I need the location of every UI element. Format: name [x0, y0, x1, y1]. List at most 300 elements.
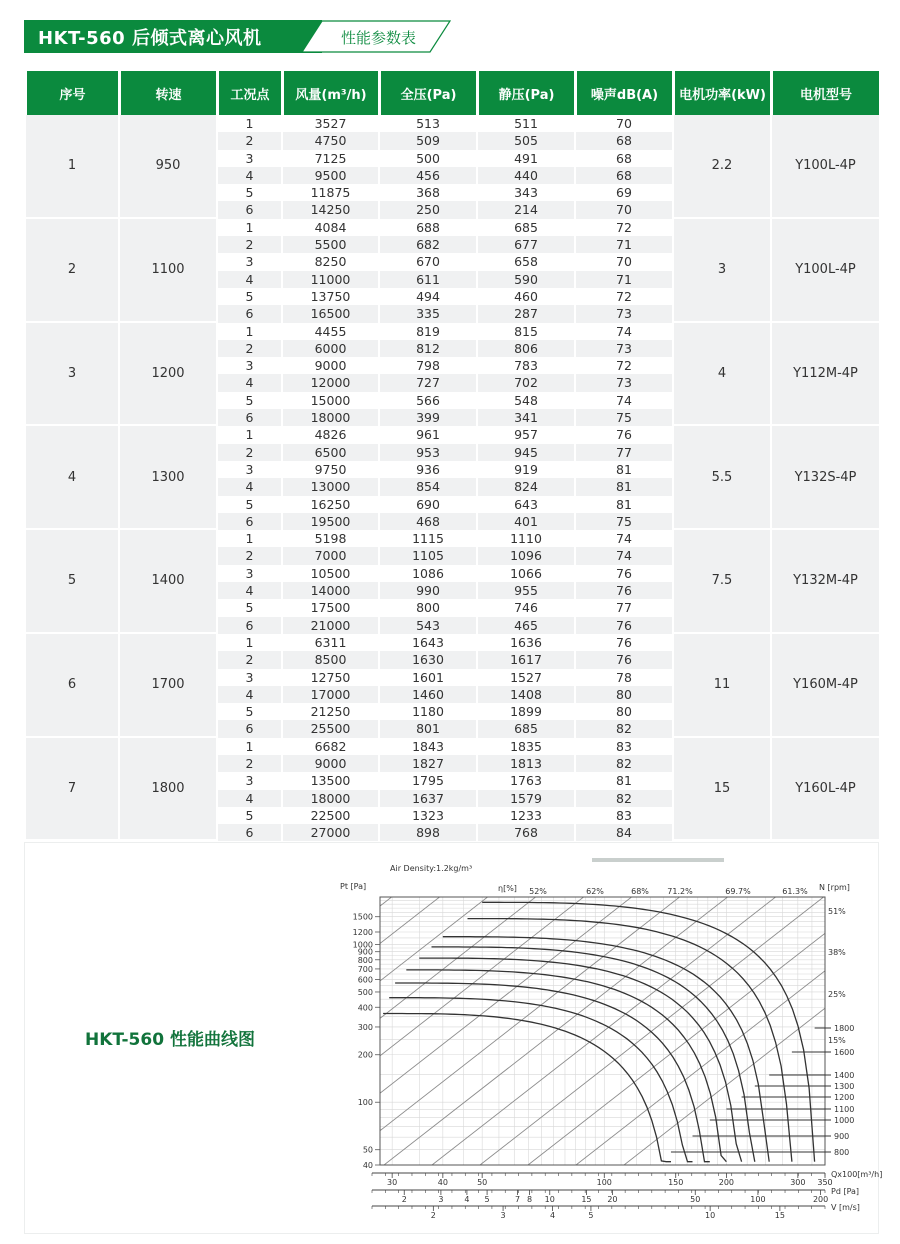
noise: 72 — [576, 357, 672, 374]
x-tick-label: 50 — [690, 1195, 701, 1204]
static-pressure: 548 — [478, 392, 574, 409]
static-pressure: 1110 — [478, 530, 574, 547]
x-tick-label: 15 — [774, 1211, 785, 1220]
x-tick-label: 150 — [668, 1178, 684, 1187]
speed-curve-1300 — [432, 947, 755, 1162]
operating-point: 2 — [218, 547, 281, 564]
noise: 72 — [576, 288, 672, 305]
x-tick-label: 300 — [790, 1178, 806, 1187]
airflow: 4750 — [283, 132, 378, 149]
total-pressure: 335 — [380, 305, 476, 322]
noise: 70 — [576, 115, 672, 132]
speed-curve-1800 — [482, 902, 814, 1161]
static-pressure: 815 — [478, 323, 574, 340]
airflow: 6500 — [283, 444, 378, 461]
noise: 76 — [576, 651, 672, 668]
y-tick-label: 1200 — [352, 927, 373, 937]
total-pressure: 1643 — [380, 634, 476, 651]
y-tick-label: 1500 — [352, 912, 373, 922]
x-tick-label: 40 — [437, 1178, 448, 1187]
static-pressure: 1096 — [478, 547, 574, 564]
static-pressure: 746 — [478, 599, 574, 616]
x-tick-label: 15 — [581, 1195, 592, 1204]
static-pressure: 806 — [478, 340, 574, 357]
table-row — [26, 530, 879, 547]
operating-point: 6 — [218, 720, 281, 737]
airflow: 14250 — [283, 201, 378, 218]
x-tick-label: 30 — [387, 1178, 398, 1187]
group-speed: 1400 — [120, 530, 216, 634]
table-row — [26, 323, 879, 340]
x-axis-label: Qx100[m³/h] — [831, 1170, 883, 1179]
operating-point: 2 — [218, 236, 281, 253]
operating-point: 1 — [218, 219, 281, 236]
airflow: 6311 — [283, 634, 378, 651]
total-pressure: 500 — [380, 150, 476, 167]
noise: 82 — [576, 755, 672, 772]
operating-point: 2 — [218, 340, 281, 357]
noise: 72 — [576, 219, 672, 236]
total-pressure: 1460 — [380, 686, 476, 703]
total-pressure: 690 — [380, 496, 476, 513]
noise: 76 — [576, 582, 672, 599]
speed-label: 1600 — [834, 1048, 855, 1057]
airflow: 8500 — [283, 651, 378, 668]
speed-label: 1300 — [834, 1082, 855, 1091]
total-pressure: 1086 — [380, 565, 476, 582]
airflow: 6000 — [283, 340, 378, 357]
noise: 82 — [576, 790, 672, 807]
group-speed: 1800 — [120, 738, 216, 842]
static-pressure: 658 — [478, 253, 574, 270]
column-header: 噪声dB(A) — [576, 71, 672, 115]
airflow: 4084 — [283, 219, 378, 236]
total-pressure: 682 — [380, 236, 476, 253]
total-pressure: 688 — [380, 219, 476, 236]
x-axis-label: Pd [Pa] — [831, 1187, 860, 1196]
noise: 81 — [576, 772, 672, 789]
total-pressure: 1115 — [380, 530, 476, 547]
static-pressure: 465 — [478, 617, 574, 634]
static-pressure: 1835 — [478, 738, 574, 755]
column-header: 电机型号 — [772, 71, 879, 115]
airflow: 11000 — [283, 271, 378, 288]
efficiency-top-label: 68% — [631, 887, 649, 896]
x-tick-label: 8 — [527, 1195, 533, 1204]
noise: 83 — [576, 807, 672, 824]
page-title: HKT-560 后倾式离心风机 — [38, 28, 262, 49]
total-pressure: 513 — [380, 115, 476, 132]
table-row — [26, 219, 879, 236]
total-pressure: 543 — [380, 617, 476, 634]
noise: 73 — [576, 340, 672, 357]
total-pressure: 812 — [380, 340, 476, 357]
static-pressure: 643 — [478, 496, 574, 513]
x-tick-label: 200 — [718, 1178, 735, 1187]
operating-point: 6 — [218, 305, 281, 322]
speed-label: 1200 — [834, 1093, 855, 1102]
noise: 68 — [576, 167, 672, 184]
total-pressure: 1630 — [380, 651, 476, 668]
noise: 81 — [576, 496, 672, 513]
efficiency-label: η[%] — [498, 884, 517, 893]
airflow: 3527 — [283, 115, 378, 132]
column-header: 全压(Pa) — [380, 71, 476, 115]
operating-point: 6 — [218, 824, 281, 841]
total-pressure: 961 — [380, 426, 476, 443]
air-density-note: Air Density:1.2kg/m³ — [390, 864, 473, 873]
noise: 74 — [576, 323, 672, 340]
static-pressure: 511 — [478, 115, 574, 132]
y-tick-label: 700 — [357, 964, 373, 974]
group-speed: 1100 — [120, 219, 216, 323]
group-speed: 1700 — [120, 634, 216, 738]
total-pressure: 801 — [380, 720, 476, 737]
noise: 68 — [576, 132, 672, 149]
total-pressure: 468 — [380, 513, 476, 530]
airflow: 7000 — [283, 547, 378, 564]
operating-point: 3 — [218, 253, 281, 270]
motor-model: Y160L-4P — [772, 738, 879, 842]
motor-power: 7.5 — [674, 530, 770, 634]
operating-point: 4 — [218, 167, 281, 184]
column-header: 转速 — [120, 71, 216, 115]
x-tick-label: 7 — [514, 1195, 521, 1204]
airflow: 25500 — [283, 720, 378, 737]
motor-power: 5.5 — [674, 426, 770, 530]
y-tick-label: 50 — [362, 1145, 373, 1155]
table-row — [26, 738, 879, 755]
x-tick-label: 100 — [750, 1195, 766, 1204]
static-pressure: 341 — [478, 409, 574, 426]
static-pressure: 1763 — [478, 772, 574, 789]
noise: 81 — [576, 478, 672, 495]
x-tick-label: 4 — [550, 1211, 556, 1220]
x-tick-label: 100 — [596, 1178, 612, 1187]
total-pressure: 1180 — [380, 703, 476, 720]
airflow: 10500 — [283, 565, 378, 582]
operating-point: 1 — [218, 738, 281, 755]
efficiency-side-label: 25% — [828, 990, 846, 999]
noise: 74 — [576, 392, 672, 409]
total-pressure: 250 — [380, 201, 476, 218]
operating-point: 6 — [218, 201, 281, 218]
airflow: 17000 — [283, 686, 378, 703]
operating-point: 2 — [218, 132, 281, 149]
static-pressure: 440 — [478, 167, 574, 184]
airflow: 18000 — [283, 790, 378, 807]
static-pressure: 1066 — [478, 565, 574, 582]
operating-point: 4 — [218, 478, 281, 495]
x-tick-label: 50 — [477, 1178, 488, 1187]
operating-point: 2 — [218, 444, 281, 461]
total-pressure: 1843 — [380, 738, 476, 755]
noise: 73 — [576, 305, 672, 322]
airflow: 13000 — [283, 478, 378, 495]
noise: 81 — [576, 461, 672, 478]
total-pressure: 990 — [380, 582, 476, 599]
operating-point: 1 — [218, 530, 281, 547]
title-bar — [24, 20, 430, 53]
y-tick-label: 1000 — [352, 940, 373, 950]
total-pressure: 1827 — [380, 755, 476, 772]
operating-point: 5 — [218, 703, 281, 720]
operating-point: 5 — [218, 599, 281, 616]
operating-point: 3 — [218, 461, 281, 478]
airflow: 9750 — [283, 461, 378, 478]
airflow: 21250 — [283, 703, 378, 720]
airflow: 13500 — [283, 772, 378, 789]
static-pressure: 702 — [478, 374, 574, 391]
airflow: 21000 — [283, 617, 378, 634]
speed-curve-1200 — [419, 958, 741, 1162]
speed-label: 900 — [834, 1132, 850, 1141]
noise: 74 — [576, 547, 672, 564]
speed-label: 1000 — [834, 1116, 855, 1125]
airflow: 17500 — [283, 599, 378, 616]
chart-panel — [24, 842, 883, 1234]
x-tick-label: 2 — [430, 1211, 436, 1220]
operating-point: 1 — [218, 634, 281, 651]
total-pressure: 936 — [380, 461, 476, 478]
static-pressure: 460 — [478, 288, 574, 305]
operating-point: 4 — [218, 271, 281, 288]
x-tick-label: 350 — [817, 1178, 833, 1187]
airflow: 22500 — [283, 807, 378, 824]
noise: 78 — [576, 669, 672, 686]
total-pressure: 898 — [380, 824, 476, 841]
static-pressure: 783 — [478, 357, 574, 374]
operating-point: 3 — [218, 772, 281, 789]
static-pressure: 1233 — [478, 807, 574, 824]
airflow: 4455 — [283, 323, 378, 340]
speed-axis-label: N [rpm] — [819, 883, 850, 892]
speed-curve-1600 — [468, 919, 792, 1162]
airflow: 14000 — [283, 582, 378, 599]
static-pressure: 957 — [478, 426, 574, 443]
operating-point: 4 — [218, 790, 281, 807]
airflow: 15000 — [283, 392, 378, 409]
airflow: 19500 — [283, 513, 378, 530]
x-axis-label: V [m/s] — [831, 1203, 860, 1212]
motor-power: 11 — [674, 634, 770, 738]
speed-label: 1100 — [834, 1105, 855, 1114]
airflow: 4826 — [283, 426, 378, 443]
static-pressure: 1813 — [478, 755, 574, 772]
group-speed: 950 — [120, 115, 216, 219]
motor-model: Y100L-4P — [772, 219, 879, 323]
motor-model: Y132S-4P — [772, 426, 879, 530]
column-header: 风量(m³/h) — [283, 71, 378, 115]
static-pressure: 768 — [478, 824, 574, 841]
noise: 69 — [576, 184, 672, 201]
total-pressure: 798 — [380, 357, 476, 374]
speed-label: 1400 — [834, 1071, 855, 1080]
efficiency-top-label: 69.7% — [725, 887, 751, 896]
noise: 76 — [576, 617, 672, 634]
title-tag: 性能参数表 — [341, 29, 417, 47]
efficiency-side-label: 51% — [828, 907, 846, 916]
operating-point: 4 — [218, 686, 281, 703]
static-pressure: 401 — [478, 513, 574, 530]
total-pressure: 509 — [380, 132, 476, 149]
group-number: 7 — [26, 738, 118, 842]
total-pressure: 953 — [380, 444, 476, 461]
y-tick-label: 600 — [357, 975, 373, 985]
table-row — [26, 426, 879, 443]
operating-point: 3 — [218, 669, 281, 686]
efficiency-side-label: 15% — [828, 1036, 846, 1045]
noise: 80 — [576, 703, 672, 720]
airflow: 9000 — [283, 755, 378, 772]
group-number: 6 — [26, 634, 118, 738]
y-tick-label: 500 — [357, 987, 373, 997]
operating-point: 5 — [218, 807, 281, 824]
motor-power: 4 — [674, 323, 770, 427]
airflow: 9000 — [283, 357, 378, 374]
operating-point: 5 — [218, 288, 281, 305]
noise: 68 — [576, 150, 672, 167]
noise: 76 — [576, 634, 672, 651]
column-header: 工况点 — [218, 71, 281, 115]
operating-point: 1 — [218, 323, 281, 340]
noise: 70 — [576, 201, 672, 218]
column-header: 序号 — [26, 71, 118, 115]
group-number: 5 — [26, 530, 118, 634]
operating-point: 3 — [218, 150, 281, 167]
motor-model: Y132M-4P — [772, 530, 879, 634]
airflow: 16500 — [283, 305, 378, 322]
static-pressure: 824 — [478, 478, 574, 495]
noise: 75 — [576, 409, 672, 426]
airflow: 5500 — [283, 236, 378, 253]
airflow: 16250 — [283, 496, 378, 513]
total-pressure: 611 — [380, 271, 476, 288]
total-pressure: 670 — [380, 253, 476, 270]
static-pressure: 945 — [478, 444, 574, 461]
airflow: 12000 — [283, 374, 378, 391]
static-pressure: 685 — [478, 219, 574, 236]
motor-model: Y160M-4P — [772, 634, 879, 738]
total-pressure: 727 — [380, 374, 476, 391]
x-tick-label: 5 — [588, 1211, 594, 1220]
static-pressure: 1636 — [478, 634, 574, 651]
total-pressure: 819 — [380, 323, 476, 340]
motor-power: 15 — [674, 738, 770, 842]
total-pressure: 494 — [380, 288, 476, 305]
static-pressure: 214 — [478, 201, 574, 218]
efficiency-top-label: 62% — [586, 887, 604, 896]
table-body — [26, 115, 879, 841]
airflow: 11875 — [283, 184, 378, 201]
static-pressure: 1899 — [478, 703, 574, 720]
operating-point: 4 — [218, 374, 281, 391]
table-header-row — [26, 71, 879, 115]
static-pressure: 1408 — [478, 686, 574, 703]
noise: 82 — [576, 720, 672, 737]
operating-point: 5 — [218, 496, 281, 513]
operating-point: 2 — [218, 755, 281, 772]
total-pressure: 456 — [380, 167, 476, 184]
y-tick-label: 800 — [357, 955, 373, 965]
noise: 77 — [576, 444, 672, 461]
x-tick-label: 10 — [705, 1211, 716, 1220]
noise: 84 — [576, 824, 672, 841]
group-speed: 1300 — [120, 426, 216, 530]
static-pressure: 685 — [478, 720, 574, 737]
total-pressure: 1323 — [380, 807, 476, 824]
noise: 80 — [576, 686, 672, 703]
operating-point: 5 — [218, 392, 281, 409]
speed-label: 1800 — [834, 1024, 855, 1033]
airflow: 13750 — [283, 288, 378, 305]
noise: 70 — [576, 253, 672, 270]
y-tick-label: 40 — [362, 1161, 373, 1170]
static-pressure: 955 — [478, 582, 574, 599]
table-row — [26, 115, 879, 132]
column-header: 电机功率(kW) — [674, 71, 770, 115]
operating-point: 6 — [218, 617, 281, 634]
total-pressure: 1105 — [380, 547, 476, 564]
operating-point: 3 — [218, 357, 281, 374]
airflow: 6682 — [283, 738, 378, 755]
total-pressure: 800 — [380, 599, 476, 616]
group-number: 1 — [26, 115, 118, 219]
y-tick-label: 400 — [357, 1003, 373, 1013]
static-pressure: 491 — [478, 150, 574, 167]
operating-point: 1 — [218, 115, 281, 132]
static-pressure: 590 — [478, 271, 574, 288]
performance-chart — [315, 853, 883, 1223]
noise: 74 — [576, 530, 672, 547]
operating-point: 2 — [218, 651, 281, 668]
static-pressure: 919 — [478, 461, 574, 478]
airflow: 27000 — [283, 824, 378, 841]
efficiency-top-label: 61.3% — [782, 887, 808, 896]
noise: 71 — [576, 236, 672, 253]
operating-point: 4 — [218, 582, 281, 599]
chart-title: HKT-560 性能曲线图 — [85, 1030, 255, 1050]
airflow: 7125 — [283, 150, 378, 167]
x-tick-label: 4 — [464, 1195, 470, 1204]
noise: 71 — [576, 271, 672, 288]
total-pressure: 1637 — [380, 790, 476, 807]
group-speed: 1200 — [120, 323, 216, 427]
performance-table — [24, 71, 881, 841]
speed-curves — [383, 902, 815, 1161]
y-tick-label: 300 — [357, 1022, 373, 1032]
airflow: 8250 — [283, 253, 378, 270]
noise: 75 — [576, 513, 672, 530]
y-axis-label: Pt [Pa] — [340, 882, 367, 891]
total-pressure: 854 — [380, 478, 476, 495]
operating-point: 6 — [218, 409, 281, 426]
airflow: 18000 — [283, 409, 378, 426]
efficiency-top-label: 52% — [529, 887, 547, 896]
motor-model: Y100L-4P — [772, 115, 879, 219]
airflow: 12750 — [283, 669, 378, 686]
x-tick-label: 2 — [401, 1195, 407, 1204]
total-pressure: 1795 — [380, 772, 476, 789]
efficiency-side-label: 38% — [828, 948, 846, 957]
operating-point: 1 — [218, 426, 281, 443]
operating-point: 6 — [218, 513, 281, 530]
x-tick-label: 3 — [438, 1195, 444, 1204]
x-tick-label: 20 — [607, 1195, 618, 1204]
efficiency-top-label: 71.2% — [667, 887, 693, 896]
noise: 76 — [576, 565, 672, 582]
y-tick-label: 200 — [357, 1050, 373, 1060]
